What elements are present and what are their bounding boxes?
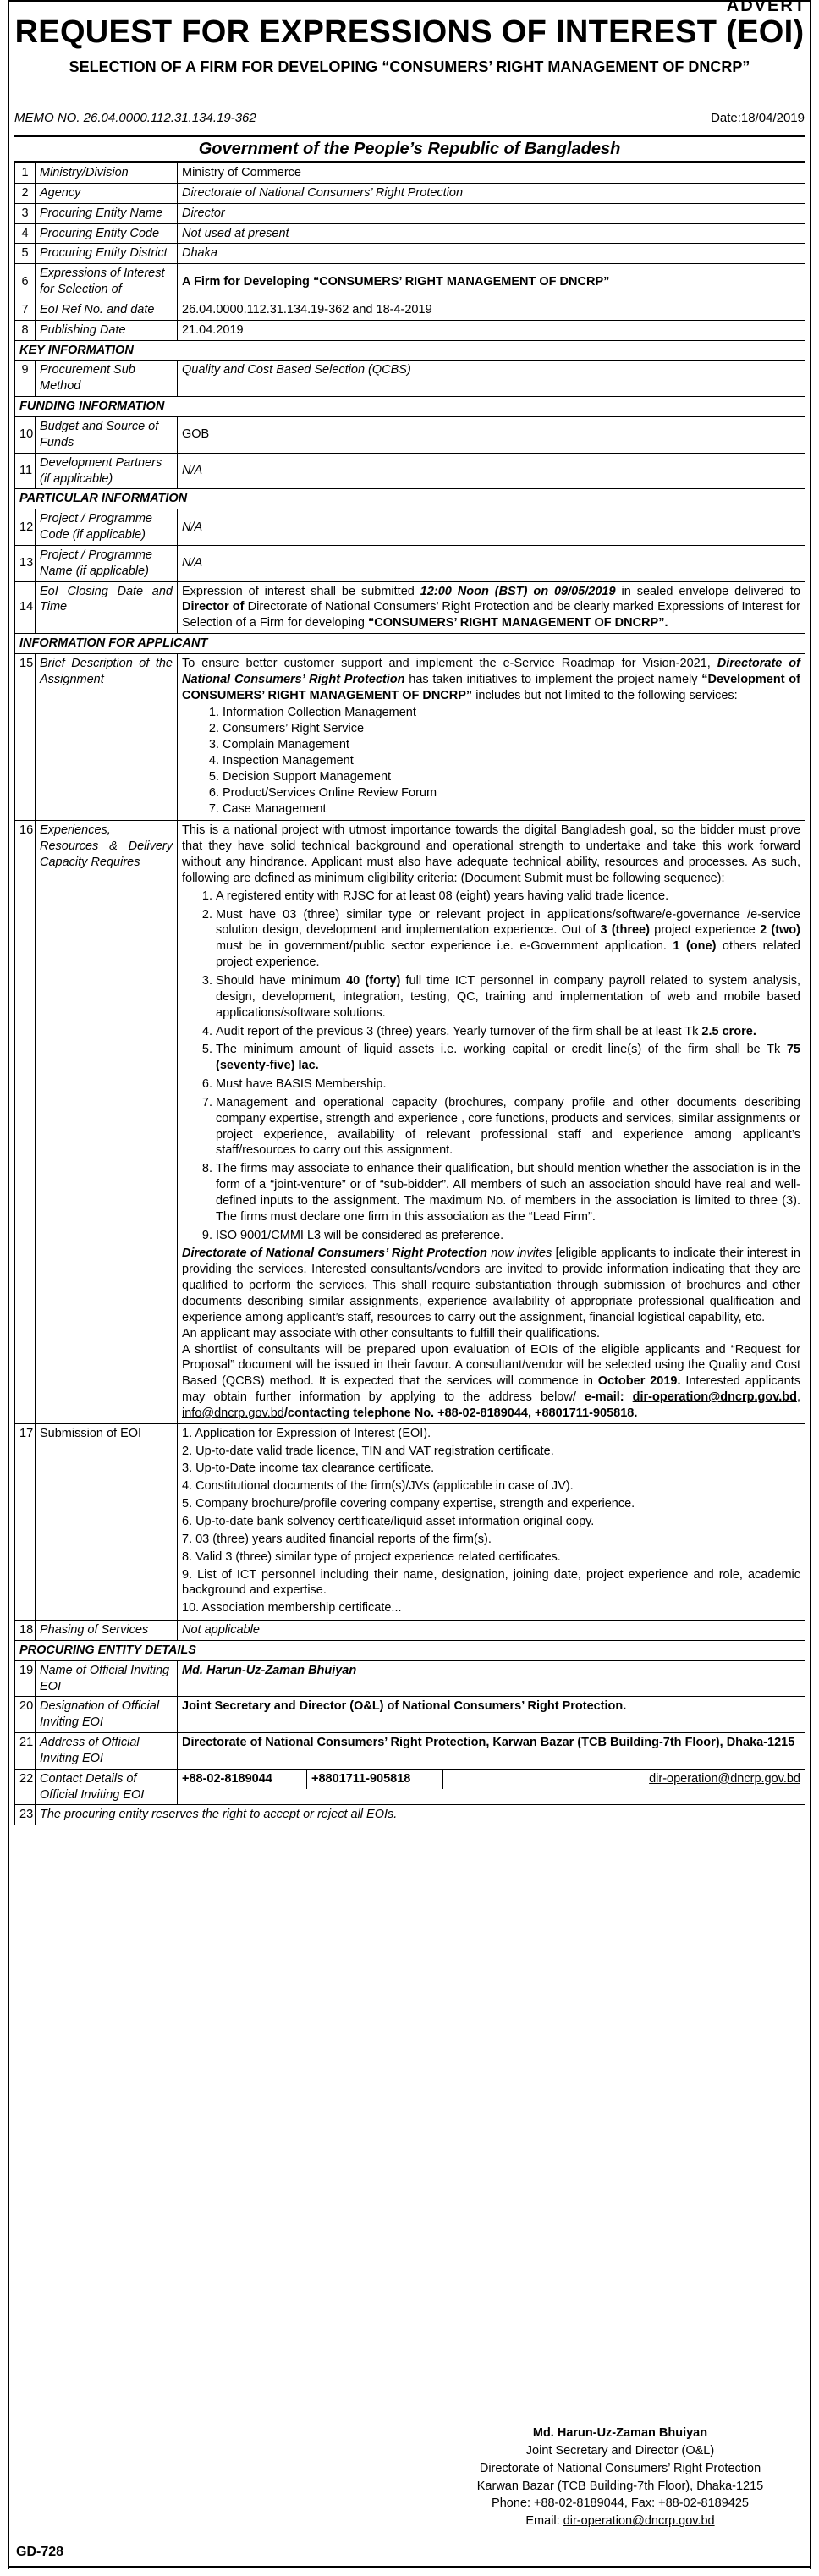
corner-label: ADVERT <box>726 0 806 15</box>
table-row: 2 Agency Directorate of National Consumers’ Right Protection <box>15 183 805 203</box>
table-row: 12 Project / Programme Code (if applicable) N/A <box>15 509 805 546</box>
list-item: 1. A registered entity with RJSC for at least 08 (eight) years having valid trade licence. <box>216 889 800 905</box>
closing-date-text: Expression of interest shall be submitted 12:00 Noon (BST) on 09/05/2019 in sealed envelope delivered to Director of Directorate of National Consumers’ Right Protection and be clearly marked Expressions of Interest for Selection of a Firm for developing “CONSUMERS’ RIGHT MANAGEMENT OF DNCRP”. <box>178 581 805 634</box>
list-item: 3. Complain Management <box>223 737 800 753</box>
list-item: 5. The minimum amount of liquid assets i.e. working capital or credit line(s) of the firm shall be Tk 75 (seventy-five) lac. <box>216 1042 800 1074</box>
list-item: 4. Audit report of the previous 3 (three) years. Yearly turnover of the firm shall be at least Tk 2.5 crore. <box>216 1024 800 1040</box>
section-header-funding: FUNDING INFORMATION <box>15 397 805 417</box>
page-title: REQUEST FOR EXPRESSIONS OF INTEREST (EOI) <box>14 14 805 50</box>
table-row: 18 Phasing of Services Not applicable <box>15 1621 805 1641</box>
list-item: 1. Information Collection Management <box>223 705 800 721</box>
list-item: 2. Up-to-date valid trade licence, TIN and VAT registration certificate. <box>182 1444 554 1458</box>
section-header-applicant: INFORMATION FOR APPLICANT <box>15 634 805 654</box>
assignment-description: To ensure better customer support and implement the e-Service Roadmap for Vision-2021, Directorate of National Consumers’ Right Protection has taken initiatives to implement the project namely “Development of CONSUMERS’ RIGHT MANAGEMENT OF DNCRP” includes but not limited to the following services: 1. Information Collection Management 2. Consumers’ Right Service 3. Complain Management 4. Inspection Management 5. Decision Support Management 6. Product/Services Online Review Forum 7. Case Management <box>178 653 805 820</box>
table-row: 8 Publishing Date 21.04.2019 <box>15 320 805 340</box>
table-row: 19 Name of Official Inviting EOI Md. Harun-Uz-Zaman Bhuiyan <box>15 1660 805 1697</box>
page-subtitle: SELECTION OF A FIRM FOR DEVELOPING “CONSUMERS’ RIGHT MANAGEMENT OF DNCRP” <box>69 58 750 75</box>
table-row: 1 Ministry/Division Ministry of Commerce <box>15 163 805 184</box>
email-link[interactable]: dir-operation@dncrp.gov.bd <box>632 1390 797 1405</box>
table-row: 13 Project / Programme Name (if applicable) N/A <box>15 545 805 581</box>
government-heading: Government of the People’s Republic of Bangladesh <box>14 135 805 162</box>
table-row: 23 The procuring entity reserves the right to accept or reject all EOIs. <box>15 1805 805 1825</box>
list-item: 5. Decision Support Management <box>223 769 800 785</box>
list-item: 7. 03 (three) years audited financial reports of the firm(s). <box>182 1532 492 1546</box>
list-item: 9. List of ICT personnel including their name, designation, joining date, project experience and role, academic background and expertise. <box>182 1567 800 1598</box>
list-item: 8. The firms may associate to enhance their qualification, but should mention whether the association is in the form of a “joint-venture” or of “sub-bidder”. All members of such an association should have real and well-defined inputs to the assignment. The maximum No. of members in the association is limited to three (3). The firms must declare one firm in this association as the “Lead Firm”. <box>216 1161 800 1225</box>
table-row: 7 EoI Ref No. and date 26.04.0000.112.31.134.19-362 and 18-4-2019 <box>15 300 805 320</box>
table-row: 4 Procuring Entity Code Not used at present <box>15 223 805 244</box>
table-row: 21 Address of Official Inviting EOI Directorate of National Consumers’ Right Protection, Karwan Bazar (TCB Building-7th Floor), Dhaka-1215 <box>15 1733 805 1770</box>
table-row: 15 Brief Description of the Assignment To ensure better customer support and implement the e-Service Roadmap for Vision-2021, Directorate of National Consumers’ Right Protection has taken initiatives to implement the project namely “Development of CONSUMERS’ RIGHT MANAGEMENT OF DNCRP” includes but not limited to the following services: 1. Information Collection Management 2. Consumers’ Right Service 3. Complain Management 4. Inspection Management 5. Decision Support Management 6. Product/Services Online Review Forum 7. Case Management <box>15 653 805 820</box>
list-item: 6. Up-to-date bank solvency certificate/liquid asset information original copy. <box>182 1514 595 1528</box>
table-row: 5 Procuring Entity District Dhaka <box>15 244 805 264</box>
advertisement-page <box>8 0 811 2569</box>
table-row: 14 EoI Closing Date and Time Expression of interest shall be submitted 12:00 Noon (BST) on 09/05/2019 in sealed envelope delivered to Director of Directorate of National Consumers’ Right Protection and be clearly marked Expressions of Interest for Selection of a Firm for developing “CONSUMERS’ RIGHT MANAGEMENT OF DNCRP”. <box>15 581 805 634</box>
email-link[interactable]: dir-operation@dncrp.gov.bd <box>563 2514 715 2529</box>
eligibility-criteria-list <box>197 889 800 1244</box>
memo-date: Date:18/04/2019 <box>711 111 805 125</box>
invitation-paragraph: Directorate of National Consumers’ Right Protection now invites [eligible applicants to indicate their interest in providing the services. Interested consultants/vendors are invited to provide information indicating that they are qualified to perform the services. This shall require substantiation through submission of brochures and other documents describing similar assignments, experience availability of appropriate professional qualification and experience among applicant’s staff, resources to carry out the assignment, financial logistical capability, etc. <box>182 1247 800 1324</box>
list-item: 10. Association membership certificate... <box>182 1601 402 1616</box>
list-item: 1. Application for Expression of Interest (EOI). <box>182 1426 431 1440</box>
table-row: 17 Submission of EOI 1. Application for Expression of Interest (EOI). 2. Up-to-date valid trade licence, TIN and VAT registration certificate. 3. Up-to-Date income tax clearance certificate. 4. Constitutional documents of the firm(s)/JVs (applicable in case of JV). 5. Company brochure/profile covering company expertise, strength and experience. 6. Up-to-date bank solvency certificate/liquid asset information original copy. 7. 03 (three) years audited financial reports of the firm(s). 8. Valid 3 (three) similar type of project experience related certificates. 9. List of ICT personnel including their name, designation, joining date, project experience and role, academic background and expertise. 10. Association membership certificate... <box>15 1423 805 1620</box>
section-header-key: KEY INFORMATION <box>15 340 805 361</box>
contact-details: +88-02-8189044 +8801711-905818 dir-operation@dncrp.gov.bd <box>178 1769 805 1805</box>
table-row: 11 Development Partners (if applicable) N/A <box>15 453 805 489</box>
footer-code: GD-728 <box>16 2545 64 2559</box>
list-item: 2. Must have 03 (three) similar type or relevant project in applications/software/e-governance /e-service solution design, development and implementation experience. Out of 3 (three) project experience 2 (two) must be in government/public sector experience i.e. e-Government application. 1 (one) others related project experience. <box>216 907 800 971</box>
shortlist-paragraph: A shortlist of consultants will be prepared upon evaluation of EOIs of the eligible applicants and “Request for Proposal” document will be issued in their favour. A consultant/vendor will be selected using the Quality and Cost Based (QCBS) method. It is expected that the services will commence in October 2019. Interested applicants may obtain further information by applying to the address below/ e-mail: dir-operation@dncrp.gov.bd, info@dncrp.gov.bd/contacting telephone No. +88-02-8189044, +8801711-905818. <box>182 1342 800 1420</box>
list-item: 7. Case Management <box>223 801 800 817</box>
list-item: 8. Valid 3 (three) similar type of project experience related certificates. <box>182 1549 561 1564</box>
top-border <box>9 0 810 2</box>
email-link[interactable]: info@dncrp.gov.bd <box>182 1406 284 1420</box>
list-item: 9. ISO 9001/CMMI L3 will be considered as preference. <box>216 1228 800 1244</box>
list-item: 3. Should have minimum 40 (forty) full time ICT personnel in company payroll related to system analysis, design, development, integration, testing, QC, training and implementation of web and mobile based applications/software solutions. <box>216 973 800 1021</box>
eligibility-text: This is a national project with utmost importance towards the digital Bangladesh goal, so the bidder must prove that they have solid technical background and operational strength to undertake and take this work forward without any hindrance. Applicant must also have adequate technical ability, resources and processes. As such, following are defined as minimum eligibility criteria: (Document Submit must be following sequence): 1. A registered entity with RJSC for at least 08 (eight) years having valid trade licence. 2. Must have 03 (three) similar type or relevant project in applications/software/e-governance /e-service solution design, development and implementation experience. Out of 3 (three) project experience 2 (two) must be in government/public sector experience i.e. e-Government application. 1 (one) others related project experience. 3. Should have minimum 40 (forty) full time ICT personnel in company payroll related to system analysis, design, development, integration, testing, QC, training and implementation of web and mobile based applications/software solutions. 4. Audit report of the previous 3 (three) years. Yearly turnover of the firm shall be at least Tk 2.5 crore. 5. The minimum amount of liquid assets i.e. working capital or credit line(s) of the firm shall be Tk 75 (seventy-five) lac. 6. Must have BASIS Membership. 7. Management and operational capacity (brochures, company profile and other documents describing company expertise, strength and experience , core functions, products and services, similar assignments or project experience, availability of relevant professional staff and experience among applicant’s staff/resources to carry out this assignment. 8. The firms may associate to enhance their qualification, but should mention whether the association is in the form of a “joint-venture” or of “sub-bidder”. All members of such an association should have real and well-defined inputs to the assignment. The maximum No. of members in the association is limited to three (3). The firms must declare one firm in this association as the “Lead Firm”. 9. ISO 9001/CMMI L3 will be considered as preference. Directorate of National Consumers’ Right Protection now invites [eligible applicants to indicate their interest in providing the services. Interested consultants/vendors are invited to provide information indicating that they are qualified to perform the services. This shall require substantiation through submission of brochures and other documents describing similar assignments, experience availability of appropriate professional qualification and experience among applicant’s staff, resources to carry out the assignment, financial logistical capability, etc. An applicant may associate with other consultants to fulfill their qualifications. A shortlist of consultants will be prepared upon evaluation of EOIs of the eligible applicants and “Request for Proposal” document will be issued in their favour. A consultant/vendor will be selected using the Quality and Cost Based (QCBS) method. It is expected that the services will commence in October 2019. Interested applicants may obtain further information by applying to the address below/ e-mail: dir-operation@dncrp.gov.bd, info@dncrp.gov.bd/contacting telephone No. +88-02-8189044, +8801711-905818. <box>178 821 805 1423</box>
list-item: 7. Management and operational capacity (brochures, company profile and other documents describing company expertise, strength and experience , core functions, products and services, similar assignments or project experience, availability of relevant professional staff and experience among applicant’s staff/resources to carry out this assignment. <box>216 1095 800 1159</box>
submission-list <box>178 1423 805 1620</box>
memo-number: MEMO NO. 26.04.0000.112.31.134.19-362 <box>14 111 256 125</box>
table-row: 16 Experiences, Resources & Delivery Capacity Requires This is a national project with utmost importance towards the digital Bangladesh goal, so the bidder must prove that they have solid technical background and operational strength to undertake and take this work forward without any hindrance. Applicant must also have adequate technical ability, resources and processes. As such, following are defined as minimum eligibility criteria: (Document Submit must be following sequence): 1. A registered entity with RJSC for at least 08 (eight) years having valid trade licence. 2. Must have 03 (three) similar type or relevant project in applications/software/e-governance /e-service solution design, development and implementation experience. Out of 3 (three) project experience 2 (two) must be in government/public sector experience i.e. e-Government application. 1 (one) others related project experience. 3. Should have minimum 40 (forty) full time ICT personnel in company payroll related to system analysis, design, development, integration, testing, QC, training and implementation of web and mobile based applications/software solutions. 4. Audit report of the previous 3 (three) years. Yearly turnover of the firm shall be at least Tk 2.5 crore. 5. The minimum amount of liquid assets i.e. working capital or credit line(s) of the firm shall be Tk 75 (seventy-five) lac. 6. Must have BASIS Membership. 7. Management and operational capacity (brochures, company profile and other documents describing company expertise, strength and experience , core functions, products and services, similar assignments or project experience, availability of relevant professional staff and experience among applicant’s staff/resources to carry out this assignment. 8. The firms may associate to enhance their qualification, but should mention whether the association is in the form of a “joint-venture” or of “sub-bidder”. All members of such an association should have real and well-defined inputs to the assignment. The maximum No. of members in the association is limited to three (3). The firms must declare one firm in this association as the “Lead Firm”. 9. ISO 9001/CMMI L3 will be considered as preference. Directorate of National Consumers’ Right Protection now invites [eligible applicants to indicate their interest in providing the services. Interested consultants/vendors are invited to provide information indicating that they are qualified to perform the services. This shall require substantiation through submission of brochures and other documents describing similar assignments, experience availability of appropriate professional qualification and experience among applicant’s staff, resources to carry out the assignment, financial logistical capability, etc. An applicant may associate with other consultants to fulfill their qualifications. A shortlist of consultants will be prepared upon evaluation of EOIs of the eligible applicants and “Request for Proposal” document will be issued in their favour. A consultant/vendor will be selected using the Quality and Cost Based (QCBS) method. It is expected that the services will commence in October 2019. Interested applicants may obtain further information by applying to the address below/ e-mail: dir-operation@dncrp.gov.bd, info@dncrp.gov.bd/contacting telephone No. +88-02-8189044, +8801711-905818. <box>15 821 805 1423</box>
list-item: 6. Must have BASIS Membership. <box>216 1076 800 1093</box>
list-item: 5. Company brochure/profile covering company expertise, strength and experience. <box>182 1497 635 1511</box>
list-item: 4. Inspection Management <box>223 753 800 769</box>
section-header-procuring: PROCURING ENTITY DETAILS <box>15 1640 805 1660</box>
table-row: 3 Procuring Entity Name Director <box>15 203 805 223</box>
table-row: 10 Budget and Source of Funds GOB <box>15 416 805 453</box>
email-link[interactable]: dir-operation@dncrp.gov.bd <box>649 1771 800 1786</box>
section-header-particular: PARTICULAR INFORMATION <box>15 489 805 509</box>
list-item: 3. Up-to-Date income tax clearance certificate. <box>182 1461 435 1476</box>
table-row: 9 Procurement Sub Method Quality and Cost Based Selection (QCBS) <box>15 361 805 397</box>
list-item: 4. Constitutional documents of the firm(s)/JVs (applicable in case of JV). <box>182 1479 574 1494</box>
signature-block: Md. Harun-Uz-Zaman Bhuiyan Joint Secretary and Director (O&L) Directorate of National Consumers’ Right Protection Karwan Bazar (TCB Building-7th Floor), Dhaka-1215 Phone: +88-02-8189044, Fax: +88-02-8189425 Email: dir-operation@dncrp.gov.bd <box>476 2426 764 2529</box>
list-item: 2. Consumers’ Right Service <box>223 721 800 737</box>
list-item: 6. Product/Services Online Review Forum <box>223 785 800 801</box>
table-row: 6 Expressions of Interest for Selection of A Firm for Developing “CONSUMERS’ RIGHT MANAGEMENT OF DNCRP” <box>15 264 805 300</box>
table-row: 20 Designation of Official Inviting EOI Joint Secretary and Director (O&L) of National Consumers’ Right Protection. <box>15 1697 805 1733</box>
services-list <box>206 705 800 817</box>
eoi-table <box>14 162 805 1825</box>
table-row: 22 Contact Details of Official Inviting EOI +88-02-8189044 +8801711-905818 dir-operation@dncrp.gov.bd <box>15 1769 805 1805</box>
bottom-border <box>9 2566 810 2568</box>
